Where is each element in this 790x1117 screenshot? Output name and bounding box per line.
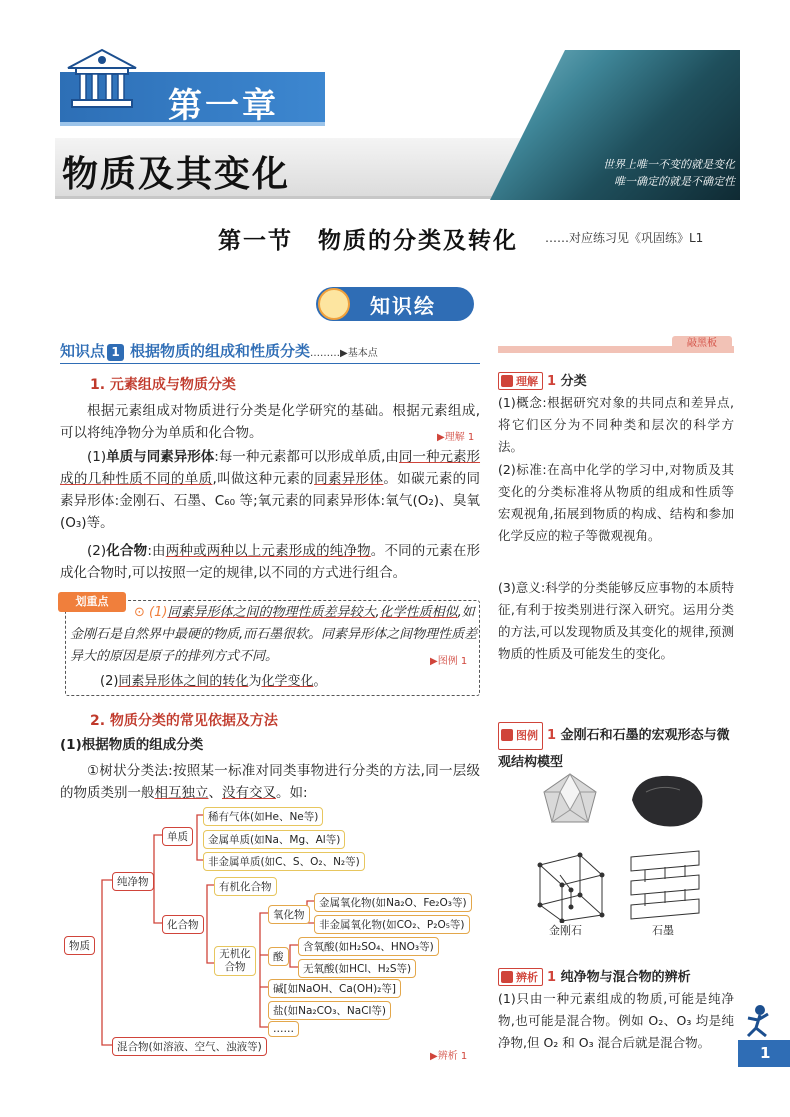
understand-badge: 理解: [498, 372, 543, 390]
book-icon: [501, 375, 513, 387]
magnifier-icon: [501, 971, 513, 983]
ref-figure-1: ▶图例 1: [430, 656, 468, 667]
key-note-tag: 划重点: [58, 592, 126, 612]
graphite-caption: 石墨: [652, 924, 674, 937]
photo-caption: [560, 156, 735, 190]
figure-badge: 图例: [498, 722, 543, 750]
subheading-1: 1. 元素组成与物质分类: [90, 377, 236, 393]
paragraph-2: (1)单质与同素异形体:每一种元素都可以形成单质,由同一种元素形成的几种性质不同的单质,叫做这种元素的同素异形体。如碳元素的同素异形体:金刚石、石墨、C₆₀ 等;氧元素的同素异形体:氧气(O₂)、臭氧(O₃)等。: [60, 449, 481, 531]
figure-1-heading: 图例 1 金刚石和石墨的宏观形态与微观结构模型: [498, 722, 734, 776]
key-note-line-1: ⊙ (1)同素异形体之间的物理性质差异较大,化学性质相似,如金刚石是自然界中最硬的物质,而石墨很软。同素异形体之间物理性质差异大的原因是原子的排列方式不同。: [70, 605, 478, 664]
tree-node-more: ……: [268, 1021, 299, 1037]
ref-analysis-1: ▶辨析 1: [430, 1051, 468, 1062]
image-icon: [501, 729, 513, 741]
kp-rule: [60, 363, 480, 364]
knowledge-point-heading: [60, 340, 378, 361]
school-icon: [62, 46, 142, 116]
tree-node-acid: 酸: [268, 947, 289, 966]
kp-dots: ………: [310, 348, 341, 359]
subheading-2-1: (1)根据物质的组成分类: [60, 737, 204, 753]
analysis-1-heading: 辨析 1 纯净物与混合物的辨析: [498, 966, 691, 986]
tree-node-salt: 盐(如Na₂CO₃、NaCl等): [268, 1001, 391, 1020]
sidebar-tab: 敲黑板: [672, 336, 732, 352]
tree-node-noble-gas: 稀有气体(如He、Ne等): [203, 807, 323, 826]
tree-node-metal-oxide: 金属氧化物(如Na₂O、Fe₂O₃等): [314, 893, 472, 912]
subheading-2: 2. 物质分类的常见依据及方法: [90, 713, 278, 729]
tree-node-compound: 化合物: [162, 915, 204, 934]
key-note-line-2: (2)同素异形体之间的转化为化学变化。: [100, 674, 327, 689]
kp-title: 根据物质的组成和性质分类: [130, 342, 311, 360]
kp-label: 知识点: [60, 342, 106, 360]
graphite-layer-model: [625, 845, 705, 923]
understand-1-p1: (1)概念:根据研究对象的共同点和差异点,将它们区分为不同种类和层次的科学方法。: [498, 395, 734, 454]
analysis-1-p1: (1)只由一种元素组成的物质,可能是纯净物,也可能是混合物。例如 O₂、O₃ 均是纯净物,但 O₂ 和 O₃ 混合后就是混合物。: [498, 991, 734, 1050]
tree-node-nonmetal-oxide: 非金属氧化物(如CO₂、P₂O₅等): [314, 915, 470, 934]
chapter-label: 第一章: [168, 86, 279, 126]
understand-1-p2: (2)标准:在高中化学的学习中,对物质及其变化的分类标准将从物质的组成和性质等宏观视角,拓展到物质的构成、结构和参加化学反应的粒子等微观视角。: [498, 462, 734, 543]
tree-node-nonmetal-element: 非金属单质(如C、S、O₂、N₂等): [203, 852, 365, 871]
tree-node-element: 单质: [162, 827, 193, 846]
tree-node-anoxyacid: 无氧酸(如HCl、H₂S等): [298, 959, 416, 978]
tree-node-base: 碱[如NaOH、Ca(OH)₂等]: [268, 979, 401, 998]
lightbulb-icon: [318, 288, 350, 320]
tree-node-mixture: 混合物(如溶液、空气、浊液等): [112, 1037, 267, 1056]
tree-node-pure: 纯净物: [112, 872, 154, 891]
kp-tag: ▶基本点: [340, 348, 378, 359]
tree-node-oxyacid: 含氧酸(如H₂SO₄、HNO₃等): [298, 937, 439, 956]
knowledge-banner-label: 知识绘: [370, 294, 436, 318]
section-exercise-ref: ……对应练习见《巩固练》L1: [545, 231, 704, 245]
paragraph-1: 根据元素组成对物质进行分类是化学研究的基础。根据元素组成,可以将纯净物分为单质和化合物。: [60, 403, 480, 441]
diamond-caption: 金刚石: [549, 924, 582, 937]
tree-node-substance: 物质: [64, 936, 95, 955]
diamond-lattice-model: [530, 845, 612, 923]
ref-understand-1: ▶理解 1: [437, 432, 475, 443]
kp-number: 1: [107, 344, 124, 361]
photo-caption-line-1: 世界上唯一不变的就是变化: [603, 158, 735, 171]
page-number: 1: [760, 1044, 771, 1062]
analysis-badge: 辨析: [498, 968, 543, 986]
diamond-photo: [536, 770, 604, 832]
tree-node-inorganic: 无机化合物: [214, 946, 256, 976]
classification-tree: [62, 805, 482, 1065]
photo-caption-line-2: 唯一确定的就是不确定性: [614, 175, 735, 188]
tree-node-organic: 有机化合物: [214, 877, 277, 896]
section-title: 第一节 物质的分类及转化: [218, 227, 518, 254]
understand-1-p3: (3)意义:科学的分类能够反应事物的本质特征,有利于按类别进行深入研究。运用分类的方法,可以发现物质及其变化的规律,预测物质的性质及可能发生的变化。: [498, 580, 734, 661]
tree-node-metal-element: 金属单质(如Na、Mg、Al等): [203, 830, 345, 849]
paragraph-3: (2)化合物:由两种或两种以上元素形成的纯净物。不同的元素在形成化合物时,可以按照一定的规律,以不同的方式进行组合。: [60, 543, 480, 581]
chapter-title: 物质及其变化: [62, 154, 291, 195]
graphite-photo: [622, 770, 708, 832]
mascot-figure-icon: [738, 1002, 778, 1042]
understand-1-heading: 理解 1 分类: [498, 370, 587, 390]
tree-node-oxide: 氧化物: [268, 905, 310, 924]
paragraph-tree-method: ①树状分类法:按照某一标准对同类事物进行分类的方法,同一层级的物质类别一般相互独立、没有交叉。如:: [60, 763, 480, 801]
